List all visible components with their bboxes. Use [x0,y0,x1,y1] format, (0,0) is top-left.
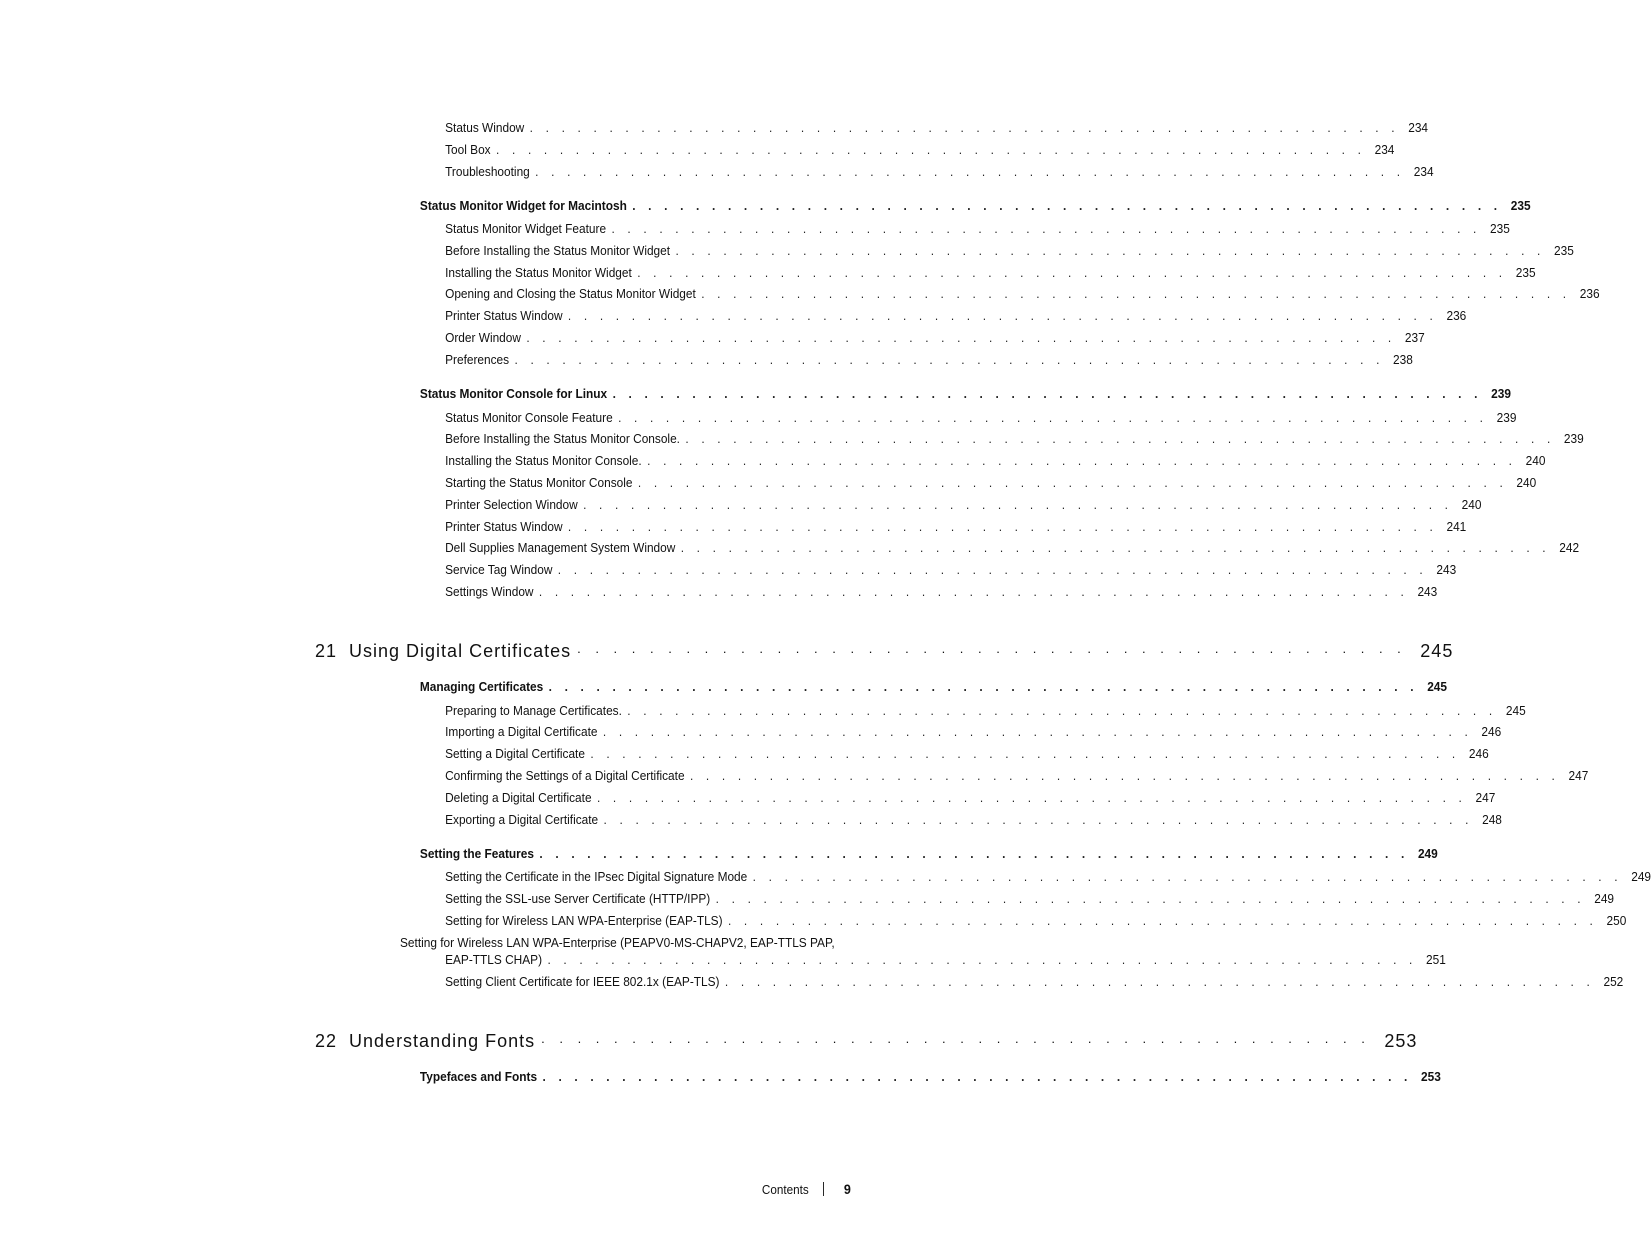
dot-leader: . . . . . . . . . . . . . . . . . . . . . . . . . . . . . . . . . . . . . . . . . . . . . . . . . . . . . . . [675,243,1546,258]
toc-entry[interactable] [445,142,1395,158]
dot-leader: . . . . . . . . . . . . . . . . . . . . . . . . . . . . . . . . . . . . . . . . . . . . . . . . . . . . . . . [590,746,1460,761]
toc-entry[interactable] [445,475,1537,491]
toc-entry-page: 236 [1579,286,1600,301]
toc-entry-page: 242 [1559,540,1580,555]
toc-entry-title: Opening and Closing the Status Monitor Widget [445,286,696,301]
toc-entry-page: 235 [1554,243,1574,258]
chapter-title: Understanding Fonts [349,1031,536,1051]
toc-entry-title: Preferences [445,352,510,367]
dot-leader: . . . . . . . . . . . . . . . . . . . . . . . . . . . . . . . . . . . . . . . . . . . . . . . . . . . . . . . [727,913,1598,928]
toc-entry[interactable] [445,584,1438,600]
toc-entry-title: Settings Window [445,584,534,599]
chapter-number: 22 [315,1031,338,1051]
dot-leader: . . . . . . . . . . . . . . . . . . . . . . . . . . . . . . . . . . . . . . . . . . . . . . . . . . . . . . . [583,497,1453,512]
toc-entry-page: 249 [1631,869,1651,884]
toc-entry[interactable] [445,724,1502,740]
toc-entry[interactable] [445,812,1502,828]
dot-leader: . . . . . . . . . . . . . . . . . . . . . . . . . . . . . . . . . . . . . . . . . . . . . . . . . . . . . . . [529,120,1400,135]
toc-entry-title: Managing Certificates [419,679,544,694]
toc-entry-page: 239 [1563,431,1584,446]
toc-entry-title-continued: EAP-TTLS CHAP) [445,952,543,967]
dot-leader: . . . . . . . . . . . . . . . . . . . . . . . . . . . . . . . . . . . . . . . . . . . . . . . . . . . . . . . [514,352,1385,367]
toc-entry-title: Setting the Features [419,846,535,861]
chapter-page: 253 [1384,1031,1418,1051]
toc-entry-title: Preparing to Manage Certificates. [445,703,622,718]
toc-entry-page: 235 [1515,265,1536,280]
toc-entry-page: 249 [1417,846,1438,861]
toc-entry-page: 253 [1421,1069,1441,1084]
toc-entry-page: 238 [1393,352,1413,367]
toc-entry-page: 239 [1491,386,1511,401]
dot-leader: . . . . . . . . . . . . . . . . . . . . . . . . . . . . . . . . . . . . . . . . . . . . . . . . . . . . . . . [689,768,1560,783]
toc-entry-title: Installing the Status Monitor Widget [445,265,632,280]
toc-entry-page: 247 [1475,790,1496,805]
toc-section-entry[interactable] [419,198,1531,214]
toc-section-entry[interactable] [419,1069,1441,1085]
dot-leader: . . . . . . . . . . . . . . . . . . . . . . . . . . . . . . . . . . . . . . . . . . . . . . . . . . . . . . . [647,453,1517,468]
dot-leader: . . . . . . . . . . . . . . . . . . . . . . . . . . . . . . . . . . . . . . . . . . . . . . [577,641,1407,656]
toc-entry[interactable] [445,869,1651,885]
toc-entry-page: 249 [1594,891,1615,906]
toc-entry-page: 234 [1413,164,1434,179]
toc-entry-page: 247 [1568,768,1589,783]
toc-entry-title: Typefaces and Fonts [419,1069,538,1084]
dot-leader: . . . . . . . . . . . . . . . . . . . . . . . . . . . . . . . . . . . . . . . . . . . . . . . . . . . . . . . [602,724,1473,739]
toc-chapter-entry[interactable] [315,638,1454,662]
toc-entry-title: Deleting a Digital Certificate [445,790,592,805]
toc-entry-title: Status Monitor Widget Feature [445,221,607,236]
toc-entry-title: Dell Supplies Management System Window [445,540,676,555]
toc-entry-title: Setting the Certificate in the IPsec Digital Signature Mode [445,869,748,884]
dot-leader: . . . . . . . . . . . . . . . . . . . . . . . . . . . . . . . . . . . . . . . . . . . . . . . . . . . . . . . [526,330,1396,345]
toc-entry-title: Service Tag Window [445,562,553,577]
chapter-number: 21 [315,641,338,661]
dot-leader: . . . . . . . . . . . . . . . . . . . . . . . . . . . . . . . . . . . . . . . . . . . . . . [541,1031,1371,1046]
toc-entry[interactable] [445,790,1496,806]
toc-entry[interactable] [445,164,1434,180]
toc-entry-title: Printer Status Window [445,519,563,534]
toc-entry-title: Setting Client Certificate for IEEE 802.1x (EAP-TLS) [445,974,720,989]
toc-entry-title: Printer Selection Window [445,497,578,512]
dot-leader: . . . . . . . . . . . . . . . . . . . . . . . . . . . . . . . . . . . . . . . . . . . . . . . . . . . . . . . [535,164,1405,179]
toc-entry-title: Status Monitor Console for Linux [419,386,608,401]
toc-entry-page: 245 [1505,703,1526,718]
toc-entry[interactable] [445,243,1574,259]
toc-entry-page: 248 [1482,812,1502,827]
toc-entry[interactable] [445,453,1546,469]
toc-entry-title: Status Window [445,120,525,135]
toc-entry[interactable] [445,410,1517,426]
toc-entry-title: Order Window [445,330,521,345]
toc-entry-title: Tool Box [445,142,491,157]
toc-entry-page: 235 [1490,221,1510,236]
dot-leader: . . . . . . . . . . . . . . . . . . . . . . . . . . . . . . . . . . . . . . . . . . . . . . . . . . . . . . . [567,519,1438,534]
toc-entry-title: Starting the Status Monitor Console [445,475,633,490]
toc-chapter-entry[interactable] [315,1028,1418,1052]
toc-entry[interactable] [445,519,1467,535]
toc-entry[interactable] [445,540,1580,556]
toc-entry-page: 246 [1481,724,1502,739]
dot-leader: . . . . . . . . . . . . . . . . . . . . . . . . . . . . . . . . . . . . . . . . . . . . . . . . . . . . . . . [596,790,1467,805]
toc-entry-page: 241 [1446,519,1467,534]
dot-leader: . . . . . . . . . . . . . . . . . . . . . . . . . . . . . . . . . . . . . . . . . . . . . . . . . . . . . . . [637,475,1508,490]
dot-leader: . . . . . . . . . . . . . . . . . . . . . . . . . . . . . . . . . . . . . . . . . . . . . . . . . . . . . . . [632,198,1502,213]
toc-entry-page: 235 [1510,198,1531,213]
toc-section-entry[interactable] [419,679,1448,695]
dot-leader: . . . . . . . . . . . . . . . . . . . . . . . . . . . . . . . . . . . . . . . . . . . . . . . . . . . . . . . [612,386,1483,401]
toc-entry-page: 246 [1468,746,1489,761]
footer-label: Contents [762,1181,809,1197]
dot-leader: . . . . . . . . . . . . . . . . . . . . . . . . . . . . . . . . . . . . . . . . . . . . . . . . . . . . . . . [611,221,1482,236]
toc-entry[interactable] [445,974,1624,990]
toc-entry-title: Status Monitor Widget for Macintosh [419,198,627,213]
dot-leader: . . . . . . . . . . . . . . . . . . . . . . . . . . . . . . . . . . . . . . . . . . . . . . . . . . . . . . . [603,812,1474,827]
toc-entry-page: 236 [1446,308,1467,323]
toc-entry-page: 245 [1427,679,1448,694]
toc-entry[interactable] [445,703,1526,719]
dot-leader: . . . . . . . . . . . . . . . . . . . . . . . . . . . . . . . . . . . . . . . . . . . . . . . . . . . . . . . [557,562,1428,577]
toc-entry[interactable] [445,431,1584,447]
toc-entry-title: Printer Status Window [445,308,563,323]
toc-entry[interactable] [445,746,1489,762]
toc-entry[interactable] [445,308,1467,324]
toc-entry-page: 251 [1426,952,1446,967]
dot-leader: . . . . . . . . . . . . . . . . . . . . . . . . . . . . . . . . . . . . . . . . . . . . . . . . . . . . . . . [685,431,1555,446]
page-footer [762,1181,851,1197]
dot-leader: . . . . . . . . . . . . . . . . . . . . . . . . . . . . . . . . . . . . . . . . . . . . . . . . . . . . . . . [548,679,1419,694]
toc-entry-first-line[interactable] [400,935,835,951]
toc-entry[interactable] [445,562,1457,578]
toc-entry-title: Before Installing the Status Monitor Console. [445,431,680,446]
toc-entry-page: 237 [1404,330,1425,345]
toc-section-entry[interactable] [419,846,1438,862]
dot-leader: . . . . . . . . . . . . . . . . . . . . . . . . . . . . . . . . . . . . . . . . . . . . . . . . . . . . . . . [715,891,1586,906]
dot-leader: . . . . . . . . . . . . . . . . . . . . . . . . . . . . . . . . . . . . . . . . . . . . . . . . . . . . . . . [567,308,1438,323]
toc-entry-page: 240 [1516,475,1537,490]
dot-leader: . . . . . . . . . . . . . . . . . . . . . . . . . . . . . . . . . . . . . . . . . . . . . . . . . . . . . . . [496,142,1366,157]
toc-entry-page: 234 [1374,142,1395,157]
dot-leader: . . . . . . . . . . . . . . . . . . . . . . . . . . . . . . . . . . . . . . . . . . . . . . . . . . . . . . . [539,846,1409,861]
dot-leader: . . . . . . . . . . . . . . . . . . . . . . . . . . . . . . . . . . . . . . . . . . . . . . . . . . . . . . . [542,1069,1413,1084]
toc-entry-page: 252 [1603,974,1624,989]
toc-entry-title: Setting for Wireless LAN WPA-Enterprise (PEAPV0-MS-CHAPV2, EAP-TTLS PAP, [400,935,835,950]
toc-entry-title: Troubleshooting [445,164,530,179]
toc-entry[interactable] [445,913,1627,929]
toc-entry-page: 243 [1417,584,1438,599]
toc-entry[interactable] [445,497,1482,513]
toc-entry-title: Confirming the Settings of a Digital Certificate [445,768,685,783]
toc-entry-page: 243 [1436,562,1457,577]
chapter-page: 245 [1420,641,1454,661]
toc-entry-title: Exporting a Digital Certificate [445,812,599,827]
toc-entry-page: 250 [1606,913,1627,928]
toc-entry-page: 240 [1525,453,1546,468]
footer-divider [823,1182,824,1196]
dot-leader: . . . . . . . . . . . . . . . . . . . . . . . . . . . . . . . . . . . . . . . . . . . . . . . . . . . . . . . [547,952,1418,967]
toc-entry-title: Before Installing the Status Monitor Widget [445,243,671,258]
toc-entry-page: 239 [1496,410,1517,425]
dot-leader: . . . . . . . . . . . . . . . . . . . . . . . . . . . . . . . . . . . . . . . . . . . . . . . . . . . . . . . [637,265,1507,280]
toc-entry[interactable] [445,265,1536,281]
toc-entry-page: 240 [1461,497,1482,512]
dot-leader: . . . . . . . . . . . . . . . . . . . . . . . . . . . . . . . . . . . . . . . . . . . . . . . . . . . . . . . [701,286,1571,301]
toc-entry[interactable] [445,768,1589,784]
dot-leader: . . . . . . . . . . . . . . . . . . . . . . . . . . . . . . . . . . . . . . . . . . . . . . . . . . . . . . . [752,869,1623,884]
toc-entry[interactable] [445,120,1429,136]
toc-entry-page: 234 [1408,120,1429,135]
toc-entry-title: Setting a Digital Certificate [445,746,585,761]
toc-entry[interactable] [445,952,1446,968]
chapter-title: Using Digital Certificates [349,641,572,661]
dot-leader: . . . . . . . . . . . . . . . . . . . . . . . . . . . . . . . . . . . . . . . . . . . . . . . . . . . . . . . [618,410,1488,425]
toc-entry-title: Status Monitor Console Feature [445,410,613,425]
toc-entry-title: Installing the Status Monitor Console. [445,453,642,468]
toc-entry-title: Importing a Digital Certificate [445,724,598,739]
dot-leader: . . . . . . . . . . . . . . . . . . . . . . . . . . . . . . . . . . . . . . . . . . . . . . . . . . . . . . . [538,584,1409,599]
toc-entry[interactable] [445,221,1510,237]
dot-leader: . . . . . . . . . . . . . . . . . . . . . . . . . . . . . . . . . . . . . . . . . . . . . . . . . . . . . . . [680,540,1551,555]
toc-entry-title: Setting the SSL-use Server Certificate (HTTP/IPP) [445,891,711,906]
toc-entry[interactable] [445,286,1600,302]
page-number: 9 [843,1181,851,1197]
toc-entry[interactable] [445,330,1425,346]
toc-section-entry[interactable] [419,386,1511,402]
toc-entry-title: Setting for Wireless LAN WPA-Enterprise (EAP-TLS) [445,913,723,928]
dot-leader: . . . . . . . . . . . . . . . . . . . . . . . . . . . . . . . . . . . . . . . . . . . . . . . . . . . . . . . [627,703,1497,718]
dot-leader: . . . . . . . . . . . . . . . . . . . . . . . . . . . . . . . . . . . . . . . . . . . . . . . . . . . . . . . [724,974,1595,989]
toc-entry[interactable] [445,891,1615,907]
toc-entry[interactable] [445,352,1413,368]
